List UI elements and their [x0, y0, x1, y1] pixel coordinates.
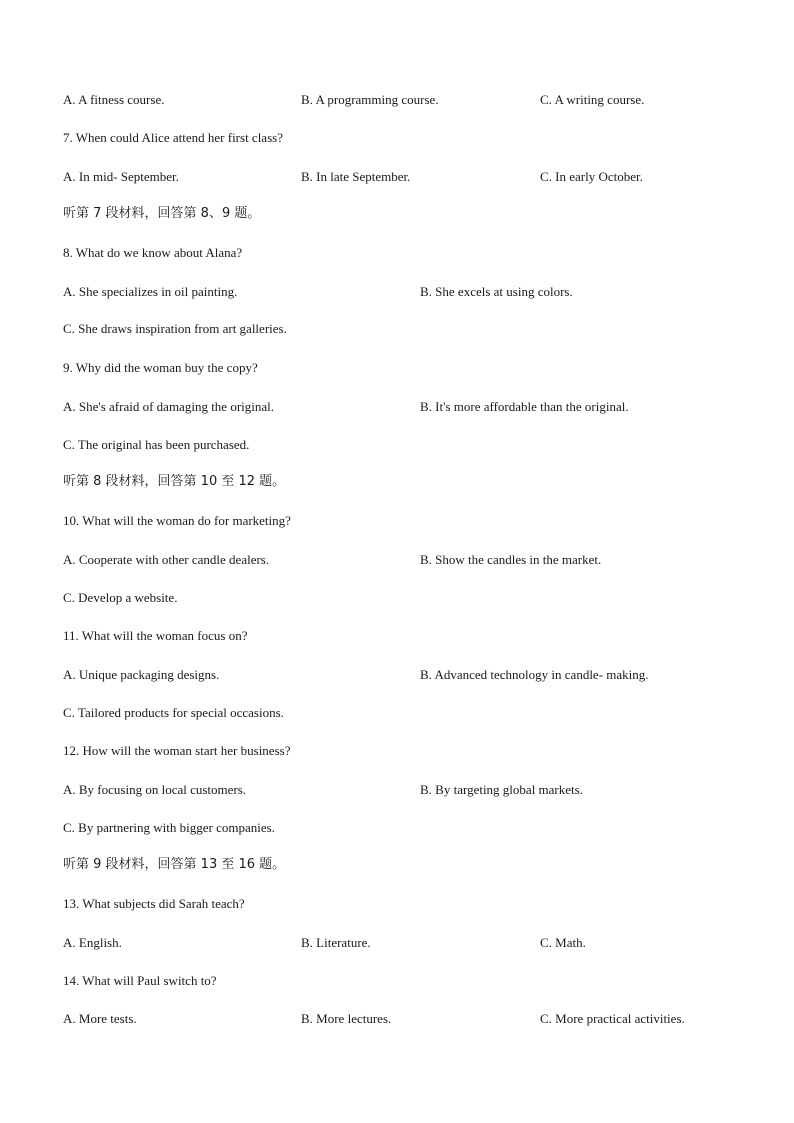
q14-option-a: A. More tests. [63, 1011, 137, 1026]
q8-question: 8. What do we know about Alana? [63, 245, 243, 260]
q12-option-a: A. By focusing on local customers. [63, 782, 247, 797]
q13-option-c: C. Math. [540, 935, 586, 950]
q8-option-a: A. She specializes in oil painting. [63, 284, 238, 299]
q7-option-b: B. In late September. [301, 169, 411, 184]
q8-option-b: B. She excels at using colors. [420, 284, 573, 299]
q9-option-b: B. It's more affordable than the original. [420, 399, 629, 414]
q10-option-b: B. Show the candles in the market. [420, 552, 602, 567]
q11-option-b: B. Advanced technology in candle- making. [420, 667, 649, 682]
q13-question: 13. What subjects did Sarah teach? [63, 896, 245, 911]
q12-question: 12. How will the woman start her business? [63, 743, 291, 758]
q8-option-c: C. She draws inspiration from art galleries. [63, 321, 287, 336]
q11-question: 11. What will the woman focus on? [63, 628, 248, 643]
q14-option-c: C. More practical activities. [540, 1011, 685, 1026]
q7-option-a: A. In mid- September. [63, 169, 179, 184]
q10-question: 10. What will the woman do for marketing? [63, 513, 291, 528]
section-9-instruction: 听第 9 段材料，回答第 13 至 16 题。 [63, 857, 286, 872]
q14-option-b: B. More lectures. [301, 1011, 392, 1026]
q11-option-a: A. Unique packaging designs. [63, 667, 220, 682]
q7-option-c: C. In early October. [540, 169, 643, 184]
q12-option-c: C. By partnering with bigger companies. [63, 820, 275, 835]
q9-option-a: A. She's afraid of damaging the original. [63, 399, 275, 414]
q13-option-b: B. Literature. [301, 935, 371, 950]
q6-option-a: A. A fitness course. [63, 92, 165, 107]
q10-option-a: A. Cooperate with other candle dealers. [63, 552, 270, 567]
section-7-instruction: 听第 7 段材料，回答第 8、9 题。 [63, 206, 261, 221]
q6-option-c: C. A writing course. [540, 92, 645, 107]
q6-option-b: B. A programming course. [301, 92, 439, 107]
q9-option-c: C. The original has been purchased. [63, 437, 250, 452]
q10-option-c: C. Develop a website. [63, 590, 178, 605]
q11-option-c: C. Tailored products for special occasions. [63, 705, 284, 720]
q12-option-b: B. By targeting global markets. [420, 782, 583, 797]
section-8-instruction: 听第 8 段材料，回答第 10 至 12 题。 [63, 474, 286, 489]
q13-option-a: A. English. [63, 935, 122, 950]
q9-question: 9. Why did the woman buy the copy? [63, 360, 258, 375]
q7-question: 7. When could Alice attend her first class? [63, 130, 283, 145]
q14-question: 14. What will Paul switch to? [63, 973, 217, 988]
